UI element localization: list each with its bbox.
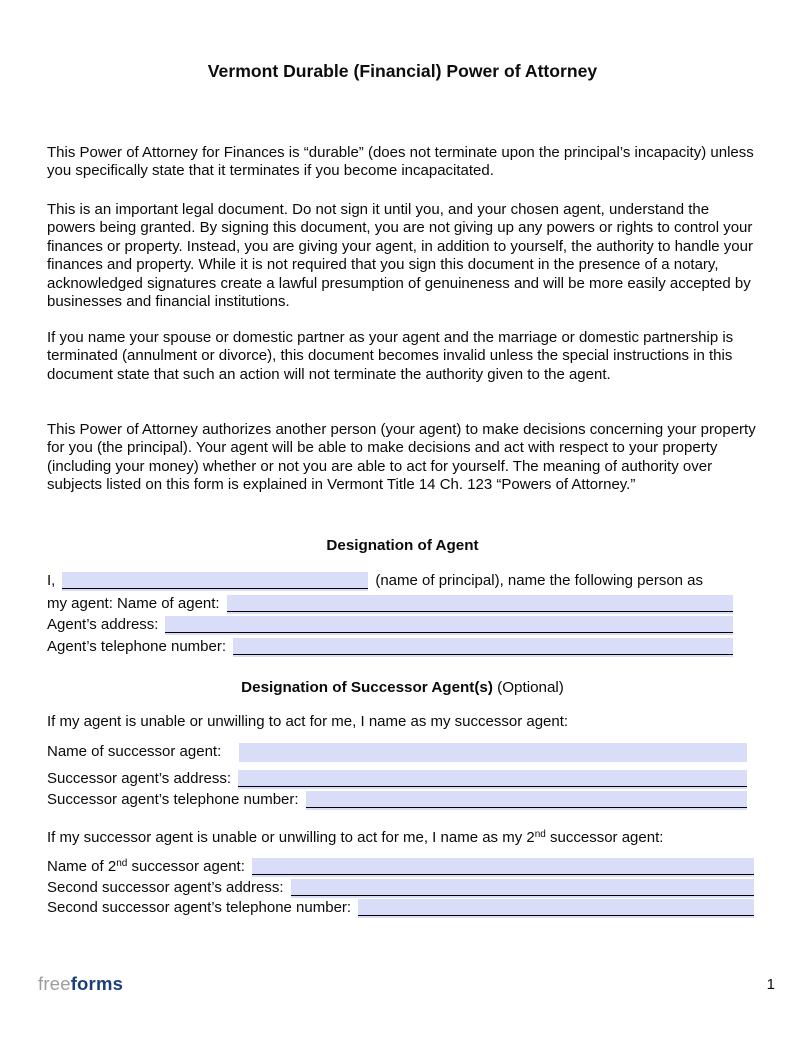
agent-phone-row (47, 636, 733, 657)
second-successor-intro-ordinal: nd (534, 829, 546, 840)
successor-phone-row (47, 789, 747, 810)
successor-name-label: Name of successor agent: (47, 743, 222, 760)
successor-address-label: Successor agent’s address: (47, 770, 231, 787)
successor-intro-line: If my agent is unable or unwilling to act for me, I name as my successor agent: (47, 713, 569, 730)
agent-name-field[interactable] (227, 595, 733, 614)
agent-address-row (47, 614, 733, 635)
second-successor-name-ordinal: nd (116, 858, 128, 869)
successor-address-field[interactable] (238, 770, 747, 789)
agent-section-heading-text: Designation of Agent (326, 537, 479, 554)
successor-phone-field[interactable] (306, 791, 747, 810)
second-successor-address-field[interactable] (291, 879, 754, 898)
freeforms-logo (38, 973, 123, 995)
second-successor-phone-field[interactable] (358, 899, 754, 918)
second-successor-address-row (47, 877, 754, 898)
agent-name-label: my agent: Name of agent: (47, 595, 220, 612)
second-successor-name-label-post: successor agent: (127, 858, 245, 875)
principal-name-field[interactable] (62, 572, 368, 591)
freeforms-logo-free: free (38, 973, 71, 994)
intro-paragraph-2: This is an important legal document. Do not sign it until you, and your chosen agent, understand the powers being granted. By signing this document, you are not giving up any powers or rights to control your finances or property. Instead, you are giving your agent, in addition to yourself, the authority to handle your finances and property. While it is not required that you sign this document in the presence of a notary, acknowledged signatures create a lawful presumption of genuineness and will be more easily accepted by businesses and financial institutions. (47, 201, 753, 311)
intro-paragraph-4: This Power of Attorney authorizes another person (your agent) to make decisions concerning your property for you (the principal). Your agent will be able to make decisions and act with respect to your property (including your money) whether or not you are able to act for yourself. The meaning of authority over subjects listed on this form is explained in Vermont Title 14 Ch. 123 “Powers of Attorney.” (47, 421, 756, 494)
principal-prefix-label: I, (47, 572, 56, 589)
second-successor-intro-post: successor agent: (545, 829, 664, 846)
successor-heading-bold: Designation of Successor Agent(s) (241, 679, 493, 696)
principal-suffix-label: (name of principal), name the following person as (375, 572, 704, 589)
page-number: 1 (766, 976, 775, 993)
second-successor-name-row (47, 856, 754, 877)
successor-name-field[interactable] (239, 743, 747, 762)
successor-heading-optional: (Optional) (497, 679, 564, 696)
intro-paragraph-1: This Power of Attorney for Finances is “durable” (does not terminate upon the principal’s incapacity) unless you specifically state that it terminates if you become incapacitated. (47, 144, 754, 180)
agent-address-label: Agent’s address: (47, 616, 159, 633)
agent-name-row (47, 593, 733, 614)
successor-address-row (47, 768, 747, 789)
freeforms-logo-forms: forms (70, 973, 124, 994)
successor-name-row (47, 740, 747, 762)
intro-paragraph-3: If you name your spouse or domestic partner as your agent and the marriage or domestic partnership is terminated (annulment or divorce), this document becomes invalid unless the special instructions in this document state that such an action will not terminate the authority given to the agent. (47, 329, 734, 383)
agent-address-field[interactable] (165, 616, 733, 635)
second-successor-intro-line (47, 829, 761, 846)
second-successor-name-field[interactable] (252, 858, 754, 877)
successor-phone-label: Successor agent’s telephone number: (47, 791, 299, 808)
second-successor-phone-label: Second successor agent’s telephone number: (47, 899, 352, 916)
second-successor-intro-pre: If my successor agent is unable or unwilling to act for me, I name as my 2 (47, 829, 535, 846)
agent-phone-label: Agent’s telephone number: (47, 638, 227, 655)
agent-phone-field[interactable] (233, 638, 733, 657)
principal-name-row (47, 571, 759, 591)
page-title: Vermont Durable (Financial) Power of Attorney (207, 61, 598, 81)
successor-section-heading (0, 679, 805, 696)
second-successor-phone-row (47, 897, 754, 918)
second-successor-name-label (47, 857, 252, 877)
second-successor-address-label: Second successor agent’s address: (47, 879, 284, 896)
second-successor-name-label-pre: Name of 2 (47, 858, 117, 875)
agent-section-heading (0, 537, 805, 554)
